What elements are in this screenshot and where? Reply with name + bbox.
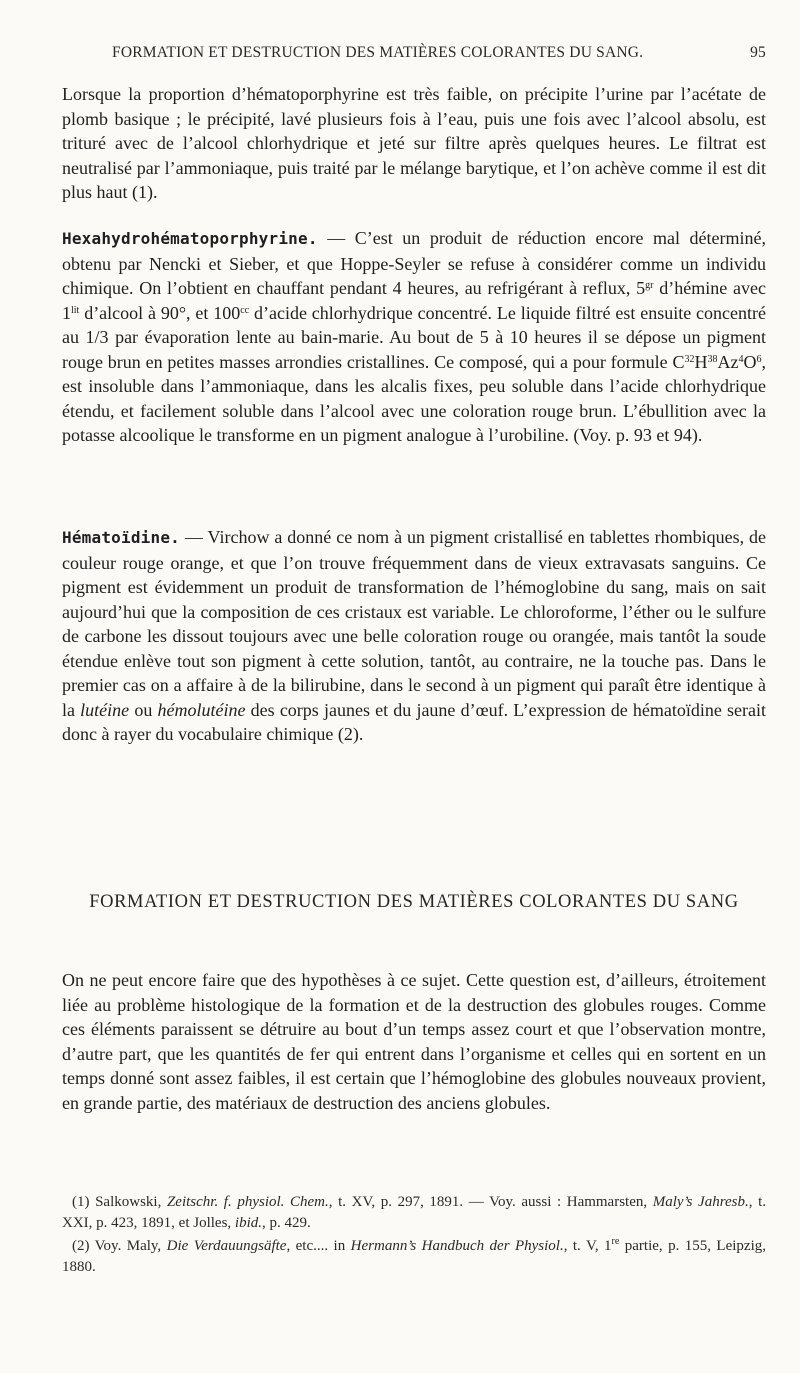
italic-term: lutéine [80,699,130,720]
text-span: , t. XV, p. 297, 1891. — Voy. aussi : Hammarsten, [328,1194,653,1210]
superscript: lit [71,304,80,316]
text-span: , t. XXI, p. 423, 1891, et Jolles, [62,1194,767,1231]
italic-term: hémolutéine [157,699,246,720]
paragraph-formation-destruction: On ne peut encore faire que des hypothèses à ce sujet. Cette question est, d’ailleurs, étroitement liée au problème histologique de la formation et de la destruction des globules rouges. Comme ces éléments paraissent se détruire au bout d’un temps assez court et que l’observation montre, d’autre part, que les quantités de fer qui entrent dans l’organisme et celles qui en sortent en un temps donné sont assez faibles, il est certain que l’hémoglobine des globules nouveaux provient, en grande partie, des matériaux de destruction des anciens globules. [62,970,766,1113]
page-number: 95 [750,44,766,61]
superscript: gr [645,280,654,291]
text-span: — C’est un produit de réduction encore mal déterminé, obtenu par Nencki et Sieber, et que Hoppe-Seyler se refuse à considérer comme un individu chimique. On l’obtient en chauffant pendant 4 heures, au refrigérant à reflux, 5 [62,228,766,298]
text-span: , t. V, 1 [563,1238,612,1254]
text-span: , est insoluble dans l’ammoniaque, dans les alcalis fixes, peu soluble dans l’acide chlorhydrique étendu, et facilement soluble dans l’alcool avec une coloration rouge brun. L’ébullition avec la potasse alcoolique le transforme en un pigment analogue à l’urobiline. (Voy. p. 93 et 94). [62,351,766,445]
paragraph-hematoidine [62,525,766,747]
superscript: cc [240,304,250,316]
text-span: , p. 429. [262,1214,311,1231]
text-span: d’acide chlorhydrique concentré. Le liquide filtré est ensuite concentré au 1/3 par évaporation lente au bain-marie. Au bout de 5 à 10 heures il se dépose un pigment rouge brun en petites masses arrondies cristallines. Ce composé, qui a pour formule C [62,302,767,372]
running-header-title: FORMATION ET DESTRUCTION DES MATIÈRES COLORANTES DU SANG. [112,44,644,61]
footnote-2 [62,1236,766,1277]
run-in-heading-hexahydro: Hexahydrohématoporphyrine. [62,229,318,248]
formula-superscript: 38 [707,353,718,365]
text-span: (2) Voy. Maly, [72,1238,167,1254]
text-span: d’hémine avec 1 [62,278,766,323]
book-title: Hermann’s Handbuch der Physiol. [350,1238,564,1254]
text-span: (1) Salkowski, [72,1194,167,1210]
footnotes [62,1192,766,1280]
italic-term: ibid. [234,1214,262,1231]
paragraph-hematoporphyrine-urine: Lorsque la proportion d’hématoporphyrine est très faible, on précipite l’urine par l’acétate de plomb basique ; le précipité, lavé plusieurs fois à l’eau, puis une fois avec l’alcool absolu, est trituré avec de l’alcool chlorhydrique et jeté sur filtre après quelques heures. Le filtrat est neutralisé par l’ammoniaque, puis traité par le mélange barytique, et l’on achève comme il est dit plus haut (1). [62,84,766,202]
text-span: — Virchow a donné ce nom à un pigment cristallisé en tablettes rhombiques, de couleur rouge orange, et que l’on trouve fréquemment dans de vieux extravasats sanguins. Ce pigment est évidemment un produit de transformation de l’hémoglobine du sang, mais on sait aujourd’hui que la composition de ces cristaux est variable. Le chloroforme, l’éther ou le sulfure de carbone les dissout toujours avec une belle coloration rouge ou orangée, mais tantôt la soude étendue enlève tout son pigment à cette solution, tantôt, au contraire, ne la touche pas. Dans le premier cas on a affaire à de la bilirubine, dans le second à un pigment qui paraît être identique à la [62,527,766,720]
text-span: , etc.... in [286,1238,351,1254]
run-in-heading-hematoidine: Hématoïdine. [62,528,180,547]
text-span: ou [129,699,158,720]
book-title: Die Verdauungsäfte [166,1238,287,1254]
text-span: des corps jaunes et du jaune d’œuf. L’expression de hématoïdine serait donc à rayer du vocabulaire chimique (2). [62,699,767,744]
formula-element: Az [717,351,739,372]
section-title: FORMATION ET DESTRUCTION DES MATIÈRES COLORANTES DU SANG [89,892,739,912]
footnote-1 [62,1192,766,1233]
formula-superscript: 4 [738,353,744,365]
text-span: d’alcool à 90°, et 100 [79,302,241,323]
formula-element: H [694,351,708,372]
formula-superscript: 32 [684,353,695,365]
paragraph-hexahydrohematoporphyrine [62,226,766,448]
formula-superscript: 6 [756,353,762,365]
formula-element: O [743,351,757,372]
journal-title: Maly’s Jahresb. [652,1194,749,1210]
superscript: re [611,1236,620,1247]
text-span: partie, p. 155, Leipzig, 1880. [62,1238,766,1275]
journal-title: Zeitschr. f. physiol. Chem. [166,1194,329,1210]
